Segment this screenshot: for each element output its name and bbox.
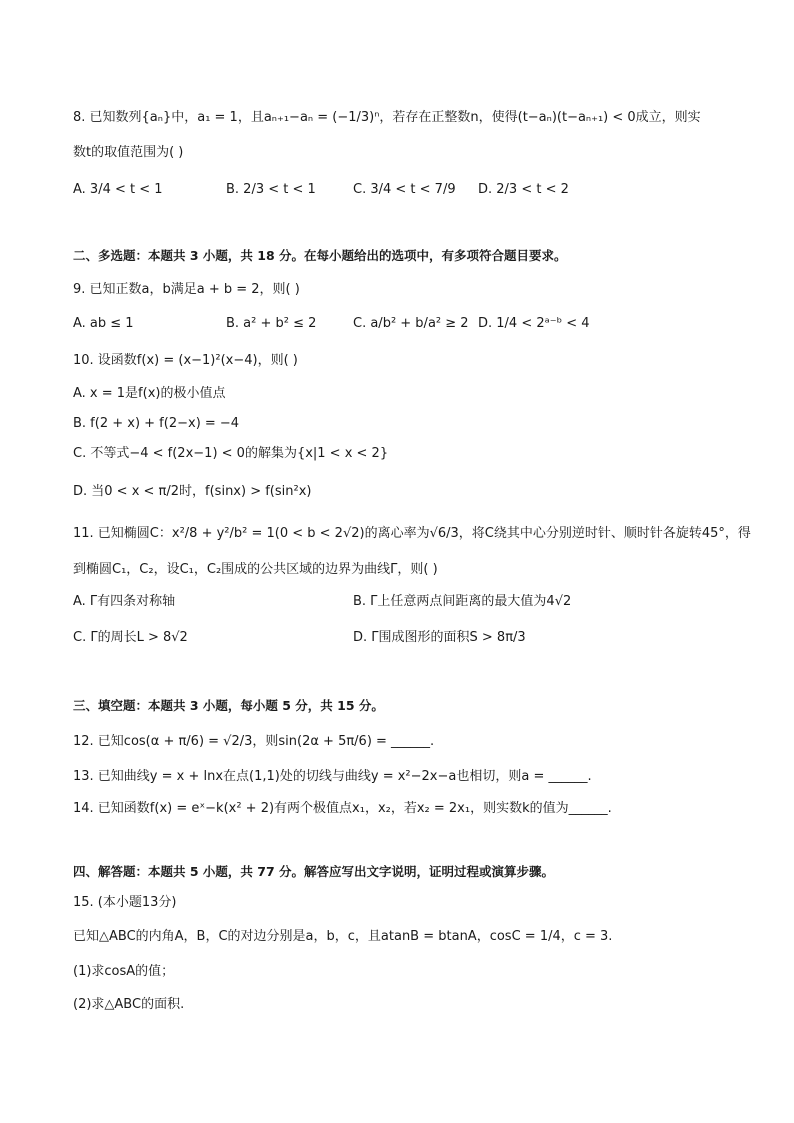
q11-option-d: D. Γ围成图形的面积S > 8π/3 bbox=[353, 630, 526, 645]
q14-stem: 14. 已知函数f(x) = eˣ−k(x² + 2)有两个极值点x₁，x₂，若x₂ = 2x₁，则实数k的值为______. bbox=[73, 801, 612, 816]
q11-option-c: C. Γ的周长L > 8√2 bbox=[73, 630, 188, 645]
section-heading-solutions: 四、解答题：本题共 5 小题，共 77 分。解答应写出文字说明，证明过程或演算步骤。 bbox=[73, 864, 555, 879]
q10-stem: 10. 设函数f(x) = (x−1)²(x−4)，则( ) bbox=[73, 353, 298, 368]
q9-option-b: B. a² + b² ≤ 2 bbox=[226, 316, 317, 331]
q8-stem-line2: 数t的取值范围为( ) bbox=[73, 145, 184, 160]
q15-stem: 已知△ABC的内角A，B，C的对边分别是a，b，c，且atanB = btanA，cosC = 1/4，c = 3. bbox=[73, 929, 613, 944]
q8-option-a: A. 3/4 < t < 1 bbox=[73, 182, 163, 197]
q15-part-1: (1)求cosA的值； bbox=[73, 964, 175, 979]
q15-title: 15. (本小题13分) bbox=[73, 895, 177, 910]
q11-option-b: B. Γ上任意两点间距离的最大值为4√2 bbox=[353, 594, 572, 609]
q8-stem-line1: 8. 已知数列{aₙ}中，a₁ = 1，且aₙ₊₁−aₙ = (−1/3)ⁿ，若存在正整数n，使得(t−aₙ)(t−aₙ₊₁) < 0成立，则实 bbox=[73, 110, 701, 125]
q15-part-2: (2)求△ABC的面积. bbox=[73, 997, 185, 1012]
q10-option-b: B. f(2 + x) + f(2−x) = −4 bbox=[73, 416, 240, 431]
q11-option-a: A. Γ有四条对称轴 bbox=[73, 594, 176, 609]
q13-stem: 13. 已知曲线y = x + lnx在点(1,1)处的切线与曲线y = x²−2x−a也相切，则a = ______. bbox=[73, 769, 592, 784]
q10-option-d: D. 当0 < x < π/2时，f(sinx) > f(sin²x) bbox=[73, 484, 312, 499]
q8-option-b: B. 2/3 < t < 1 bbox=[226, 182, 316, 197]
section-heading-fill-in: 三、填空题：本题共 3 小题，每小题 5 分，共 15 分。 bbox=[73, 698, 384, 713]
q11-stem-line1: 11. 已知椭圆C：x²/8 + y²/b² = 1(0 < b < 2√2)的离心率为√6/3，将C绕其中心分别逆时针、顺时针各旋转45°，得 bbox=[73, 526, 751, 541]
q9-option-a: A. ab ≤ 1 bbox=[73, 316, 134, 331]
q9-option-d: D. 1/4 < 2ᵃ⁻ᵇ < 4 bbox=[478, 316, 590, 331]
q10-option-a: A. x = 1是f(x)的极小值点 bbox=[73, 386, 226, 401]
q9-stem: 9. 已知正数a，b满足a + b = 2，则( ) bbox=[73, 282, 300, 297]
q12-stem: 12. 已知cos(α + π/6) = √2/3，则sin(2α + 5π/6) = ______. bbox=[73, 734, 435, 749]
q11-stem-line2: 到椭圆C₁，C₂，设C₁，C₂围成的公共区域的边界为曲线Γ，则( ) bbox=[73, 562, 438, 577]
q8-option-c: C. 3/4 < t < 7/9 bbox=[353, 182, 456, 197]
q9-option-c: C. a/b² + b/a² ≥ 2 bbox=[353, 316, 469, 331]
section-heading-multiple-choice: 二、多选题：本题共 3 小题，共 18 分。在每小题给出的选项中，有多项符合题目要求。 bbox=[73, 248, 567, 263]
q10-option-c: C. 不等式−4 < f(2x−1) < 0的解集为{x|1 < x < 2} bbox=[73, 446, 389, 461]
q8-option-d: D. 2/3 < t < 2 bbox=[478, 182, 569, 197]
